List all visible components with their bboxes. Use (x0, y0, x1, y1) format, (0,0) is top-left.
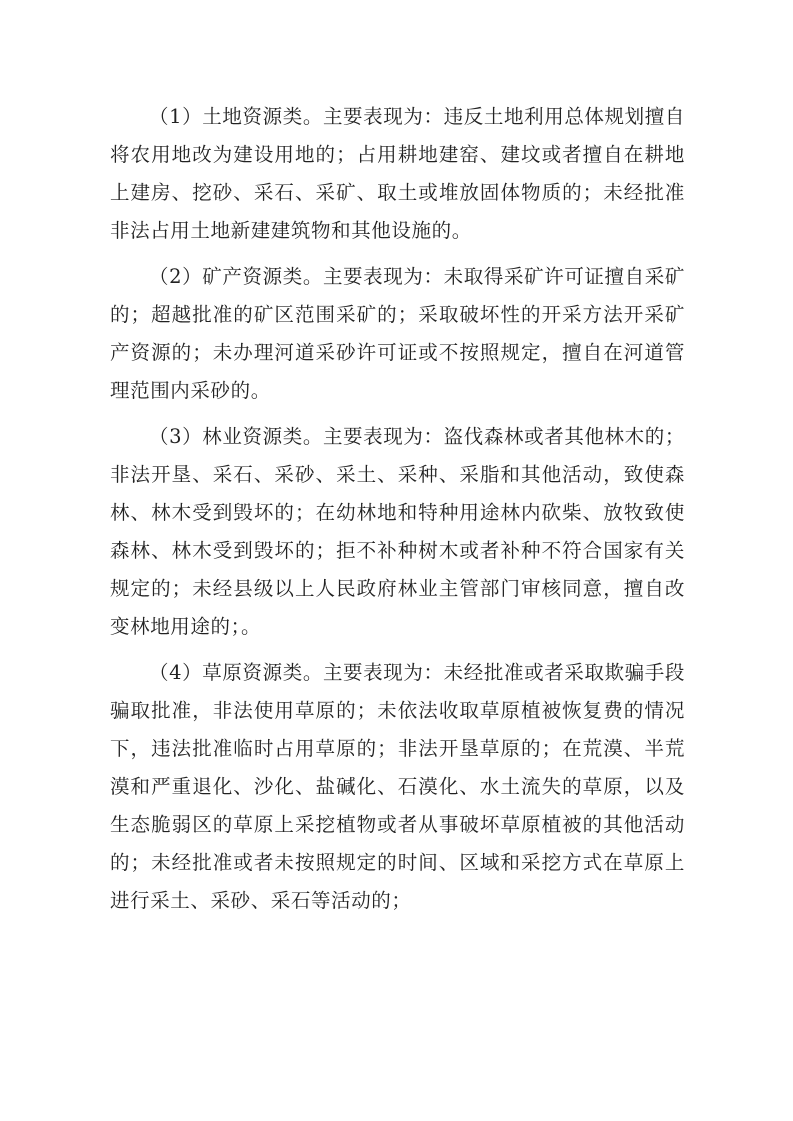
document-body (110, 98, 685, 928)
paragraph-grassland-resources: （4）草原资源类。主要表现为：未经批准或者采取欺骗手段骗取批准，非法使用草原的；未依法收取草原植被恢复费的情况下，违法批准临时占用草原的；非法开垦草原的；在荒漠、半荒漠和严重退化、沙化、盐碱化、石漠化、水土流失的草原，以及生态脆弱区的草原上采挖植物或者从事破坏草原植被的其他活动的；未经批准或者未按照规定的时间、区域和采挖方式在草原上进行采土、采砂、采石等活动的； (110, 661, 685, 912)
paragraph-mineral-resources: （2）矿产资源类。主要表现为：未取得采矿许可证擅自采矿的；超越批准的矿区范围采矿的；采取破坏性的开采方法开采矿产资源的；未办理河道采砂许可证或不按照规定，擅自在河道管理范围内采砂的。 (110, 265, 685, 402)
paragraph-forestry-resources: （3）林业资源类。主要表现为：盗伐森林或者其他林木的；非法开垦、采石、采砂、采土、采种、采脂和其他活动，致使森林、林木受到毁坏的；在幼林地和特种用途林内砍柴、放牧致使森林、林木受到毁坏的；拒不补种树木或者补种不符合国家有关规定的；未经县级以上人民政府林业主管部门审核同意，擅自改变林地用途的；。 (110, 425, 685, 638)
paragraph-land-resources: （1）土地资源类。主要表现为：违反土地利用总体规划擅自将农用地改为建设用地的；占用耕地建窑、建坟或者擅自在耕地上建房、挖砂、采石、采矿、取土或堆放固体物质的；未经批准非法占用土地新建建筑物和其他设施的。 (110, 105, 685, 242)
